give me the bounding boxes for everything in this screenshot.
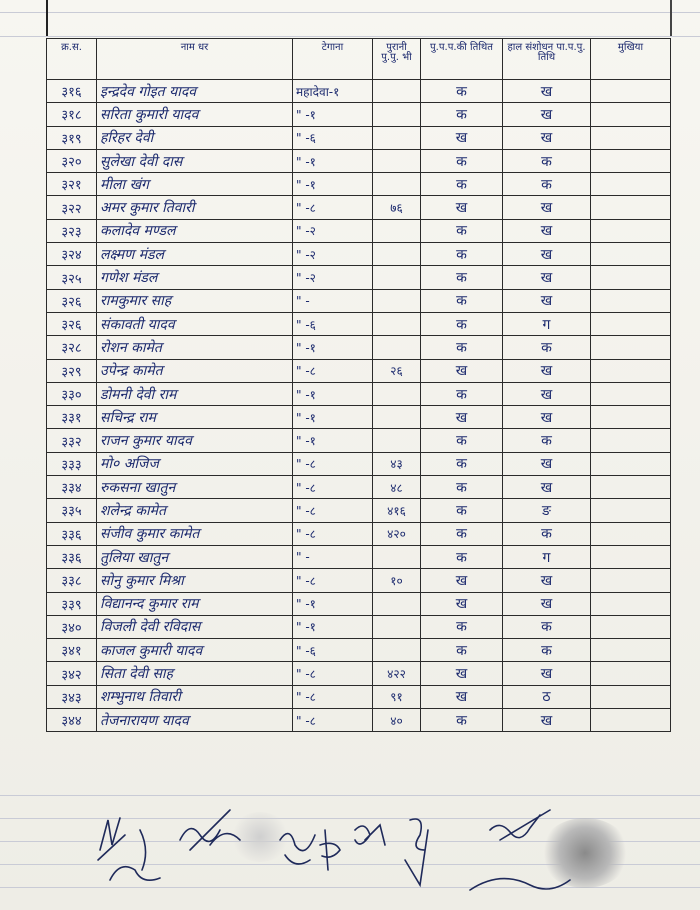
table-row — [47, 429, 671, 452]
table-row — [47, 545, 671, 568]
table-row — [47, 662, 671, 685]
table-row — [47, 382, 671, 405]
category-cell: ख — [421, 126, 503, 149]
table-row — [47, 359, 671, 382]
serial-cell: ३२४ — [47, 243, 97, 266]
serial-cell: ३२८ — [47, 336, 97, 359]
old-number-cell: ४८ — [373, 476, 421, 499]
current-category-cell: ख — [503, 80, 591, 103]
current-category-cell: ख — [503, 126, 591, 149]
current-category-cell: क — [503, 615, 591, 638]
table-row — [47, 266, 671, 289]
current-category-cell: क — [503, 639, 591, 662]
village-cell: " -१ — [293, 429, 373, 452]
old-number-cell — [373, 639, 421, 662]
name-cell: शम्भुनाथ तिवारी — [97, 685, 293, 708]
category-cell: ख — [421, 662, 503, 685]
header-old-number: पुरानी पु.पु. भी — [373, 39, 421, 80]
name-cell: मो० अजिज — [97, 452, 293, 475]
village-cell: " -२ — [293, 243, 373, 266]
current-category-cell: ठ — [503, 685, 591, 708]
serial-cell: ३२९ — [47, 359, 97, 382]
remarks-cell — [591, 499, 671, 522]
category-cell: ख — [421, 359, 503, 382]
voter-register-table — [46, 38, 671, 732]
remarks-cell — [591, 452, 671, 475]
category-cell: क — [421, 545, 503, 568]
category-cell: क — [421, 149, 503, 172]
header-name: नाम धर — [97, 39, 293, 80]
table-row — [47, 592, 671, 615]
remarks-cell — [591, 196, 671, 219]
serial-cell: ३४२ — [47, 662, 97, 685]
current-category-cell: ख — [503, 662, 591, 685]
name-cell: विजली देवी रविदास — [97, 615, 293, 638]
name-cell: डोमनी देवी राम — [97, 382, 293, 405]
village-cell: " -६ — [293, 126, 373, 149]
header-toll: टेगाना — [293, 39, 373, 80]
category-cell: क — [421, 452, 503, 475]
village-cell: " -८ — [293, 662, 373, 685]
serial-cell: ३३१ — [47, 406, 97, 429]
name-cell: सरिता कुमारी यादव — [97, 103, 293, 126]
table-row — [47, 219, 671, 242]
name-cell: उपेन्द्र कामेत — [97, 359, 293, 382]
category-cell: ख — [421, 685, 503, 708]
table-row — [47, 289, 671, 312]
old-number-cell: २६ — [373, 359, 421, 382]
name-cell: गणेश मंडल — [97, 266, 293, 289]
old-number-cell — [373, 266, 421, 289]
village-cell: " - — [293, 289, 373, 312]
remarks-cell — [591, 126, 671, 149]
remarks-cell — [591, 639, 671, 662]
current-category-cell: ख — [503, 243, 591, 266]
village-cell: " -१ — [293, 592, 373, 615]
category-cell: ख — [421, 196, 503, 219]
category-cell: क — [421, 103, 503, 126]
serial-cell: ३४१ — [47, 639, 97, 662]
village-cell: " -१ — [293, 406, 373, 429]
table-row — [47, 312, 671, 335]
old-number-cell: ७६ — [373, 196, 421, 219]
old-number-cell: ४० — [373, 709, 421, 732]
current-category-cell: ख — [503, 289, 591, 312]
old-number-cell — [373, 429, 421, 452]
current-category-cell: ख — [503, 592, 591, 615]
category-cell: क — [421, 476, 503, 499]
remarks-cell — [591, 80, 671, 103]
serial-cell: ३३६ — [47, 522, 97, 545]
old-number-cell — [373, 545, 421, 568]
current-category-cell: ख — [503, 266, 591, 289]
village-cell: " -८ — [293, 569, 373, 592]
old-number-cell: १० — [373, 569, 421, 592]
old-number-cell — [373, 243, 421, 266]
current-category-cell: क — [503, 429, 591, 452]
name-cell: तेजनारायण यादव — [97, 709, 293, 732]
old-number-cell — [373, 80, 421, 103]
old-number-cell — [373, 336, 421, 359]
remarks-cell — [591, 103, 671, 126]
village-cell: " -८ — [293, 196, 373, 219]
village-cell: " -८ — [293, 685, 373, 708]
remarks-cell — [591, 685, 671, 708]
village-cell: " -८ — [293, 499, 373, 522]
village-cell: " -१ — [293, 615, 373, 638]
table-row — [47, 80, 671, 103]
current-category-cell: ख — [503, 219, 591, 242]
remarks-cell — [591, 149, 671, 172]
village-cell: " -८ — [293, 522, 373, 545]
signature-3 — [280, 834, 315, 864]
category-cell: क — [421, 382, 503, 405]
old-number-cell — [373, 126, 421, 149]
remarks-cell — [591, 592, 671, 615]
table-row — [47, 615, 671, 638]
serial-cell: ३३९ — [47, 592, 97, 615]
name-cell: रुकसना खातुन — [97, 476, 293, 499]
table-row — [47, 709, 671, 732]
remarks-cell — [591, 429, 671, 452]
category-cell: क — [421, 80, 503, 103]
village-cell: " -१ — [293, 382, 373, 405]
name-cell: सचिन्द्र राम — [97, 406, 293, 429]
table-row — [47, 173, 671, 196]
name-cell: विद्यानन्द कुमार राम — [97, 592, 293, 615]
serial-cell: ३४० — [47, 615, 97, 638]
village-cell: " - — [293, 545, 373, 568]
serial-cell: ३४४ — [47, 709, 97, 732]
serial-cell: ३१९ — [47, 126, 97, 149]
header-remarks: मुखिया — [591, 39, 671, 80]
header-serial: क्र.स. — [47, 39, 97, 80]
old-number-cell: ४२२ — [373, 662, 421, 685]
old-number-cell — [373, 312, 421, 335]
table-row — [47, 406, 671, 429]
serial-cell: ३२३ — [47, 219, 97, 242]
current-category-cell: ख — [503, 569, 591, 592]
remarks-cell — [591, 545, 671, 568]
category-cell: ख — [421, 406, 503, 429]
serial-cell: ३३८ — [47, 569, 97, 592]
current-category-cell: ङ — [503, 499, 591, 522]
village-cell: " -८ — [293, 709, 373, 732]
name-cell: लक्ष्मण मंडल — [97, 243, 293, 266]
serial-cell: ३२२ — [47, 196, 97, 219]
remarks-cell — [591, 522, 671, 545]
village-cell: " -६ — [293, 639, 373, 662]
category-cell: क — [421, 429, 503, 452]
name-cell: रोशन कामेत — [97, 336, 293, 359]
name-cell: सोनु कुमार मिश्रा — [97, 569, 293, 592]
table-row — [47, 336, 671, 359]
old-number-cell — [373, 592, 421, 615]
signatures-area — [80, 790, 640, 900]
old-number-cell: ९१ — [373, 685, 421, 708]
name-cell: सिता देवी साह — [97, 662, 293, 685]
remarks-cell — [591, 382, 671, 405]
remarks-cell — [591, 219, 671, 242]
category-cell: क — [421, 522, 503, 545]
remarks-cell — [591, 243, 671, 266]
table-row — [47, 685, 671, 708]
remarks-cell — [591, 406, 671, 429]
remarks-cell — [591, 569, 671, 592]
current-category-cell: क — [503, 173, 591, 196]
serial-cell: ३२५ — [47, 266, 97, 289]
current-category-cell: ख — [503, 359, 591, 382]
table-row — [47, 243, 671, 266]
current-category-cell: ख — [503, 382, 591, 405]
old-number-cell — [373, 173, 421, 196]
remarks-cell — [591, 709, 671, 732]
table-row — [47, 639, 671, 662]
current-category-cell: ख — [503, 476, 591, 499]
serial-cell: ३२१ — [47, 173, 97, 196]
table-header-row — [47, 39, 671, 80]
old-number-cell: ४३ — [373, 452, 421, 475]
old-number-cell — [373, 289, 421, 312]
table-row — [47, 476, 671, 499]
remarks-cell — [591, 336, 671, 359]
serial-cell: ३१८ — [47, 103, 97, 126]
category-cell: क — [421, 289, 503, 312]
serial-cell: ३२० — [47, 149, 97, 172]
category-cell: ख — [421, 592, 503, 615]
signature-8 — [470, 879, 570, 890]
name-cell: हरिहर देवी — [97, 126, 293, 149]
name-cell: तुलिया खातुन — [97, 545, 293, 568]
table-row — [47, 522, 671, 545]
name-cell: मीला खंग — [97, 173, 293, 196]
signature-1 — [98, 818, 160, 880]
village-cell: " -१ — [293, 149, 373, 172]
old-number-cell — [373, 149, 421, 172]
name-cell: सुलेखा देवी दास — [97, 149, 293, 172]
table-row — [47, 149, 671, 172]
table-row — [47, 196, 671, 219]
current-category-cell: ख — [503, 196, 591, 219]
serial-cell: ३३० — [47, 382, 97, 405]
current-category-cell: ख — [503, 452, 591, 475]
name-cell: इन्द्रदेव गोइत यादव — [97, 80, 293, 103]
current-category-cell: क — [503, 149, 591, 172]
category-cell: क — [421, 499, 503, 522]
remarks-cell — [591, 266, 671, 289]
signature-6 — [405, 819, 428, 885]
village-cell: " -६ — [293, 312, 373, 335]
old-number-cell — [373, 615, 421, 638]
name-cell: काजल कुमारी यादव — [97, 639, 293, 662]
old-number-cell — [373, 382, 421, 405]
signature-5 — [355, 825, 385, 845]
name-cell: संजीव कुमार कामेत — [97, 522, 293, 545]
name-cell: रामकुमार साह — [97, 289, 293, 312]
category-cell: क — [421, 709, 503, 732]
table-row — [47, 103, 671, 126]
village-cell: महादेवा-१ — [293, 80, 373, 103]
current-category-cell: ख — [503, 103, 591, 126]
old-number-cell — [373, 219, 421, 242]
serial-cell: ३१६ — [47, 80, 97, 103]
name-cell: संकावती यादव — [97, 312, 293, 335]
serial-cell: ३३६ — [47, 545, 97, 568]
serial-cell: ३४३ — [47, 685, 97, 708]
category-cell: क — [421, 243, 503, 266]
table-row — [47, 499, 671, 522]
serial-cell: ३३५ — [47, 499, 97, 522]
current-category-cell: ख — [503, 709, 591, 732]
village-cell: " -२ — [293, 219, 373, 242]
serial-cell: ३२६ — [47, 312, 97, 335]
remarks-cell — [591, 615, 671, 638]
village-cell: " -१ — [293, 103, 373, 126]
table-row — [47, 569, 671, 592]
category-cell: क — [421, 266, 503, 289]
category-cell: क — [421, 336, 503, 359]
village-cell: " -१ — [293, 173, 373, 196]
remarks-cell — [591, 476, 671, 499]
category-cell: क — [421, 219, 503, 242]
category-cell: क — [421, 639, 503, 662]
current-category-cell: ख — [503, 406, 591, 429]
remarks-cell — [591, 173, 671, 196]
signature-2 — [180, 810, 240, 850]
village-cell: " -८ — [293, 452, 373, 475]
current-category-cell: ग — [503, 545, 591, 568]
name-cell: शलेन्द्र कामेत — [97, 499, 293, 522]
serial-cell: ३३२ — [47, 429, 97, 452]
old-number-cell — [373, 103, 421, 126]
category-cell: क — [421, 173, 503, 196]
old-number-cell: ४१६ — [373, 499, 421, 522]
current-category-cell: क — [503, 522, 591, 545]
category-cell: क — [421, 615, 503, 638]
serial-cell: ३२६ — [47, 289, 97, 312]
serial-cell: ३३४ — [47, 476, 97, 499]
current-category-cell: क — [503, 336, 591, 359]
village-cell: " -८ — [293, 359, 373, 382]
category-cell: ख — [421, 569, 503, 592]
name-cell: कलादेव मण्डल — [97, 219, 293, 242]
name-cell: अमर कुमार तिवारी — [97, 196, 293, 219]
village-cell: " -२ — [293, 266, 373, 289]
village-cell: " -१ — [293, 336, 373, 359]
signature-4 — [320, 830, 340, 870]
remarks-cell — [591, 289, 671, 312]
header-current-category: हाल संशोधन पा.प.पु. तिथि — [503, 39, 591, 80]
header-register-category: पु.प.प.की तिथित — [421, 39, 503, 80]
table-row — [47, 126, 671, 149]
serial-cell: ३३३ — [47, 452, 97, 475]
old-number-cell — [373, 406, 421, 429]
name-cell: राजन कुमार यादव — [97, 429, 293, 452]
table-row — [47, 452, 671, 475]
remarks-cell — [591, 662, 671, 685]
remarks-cell — [591, 359, 671, 382]
village-cell: " -८ — [293, 476, 373, 499]
current-category-cell: ग — [503, 312, 591, 335]
category-cell: क — [421, 312, 503, 335]
remarks-cell — [591, 312, 671, 335]
signature-7 — [490, 810, 550, 840]
old-number-cell: ४२० — [373, 522, 421, 545]
